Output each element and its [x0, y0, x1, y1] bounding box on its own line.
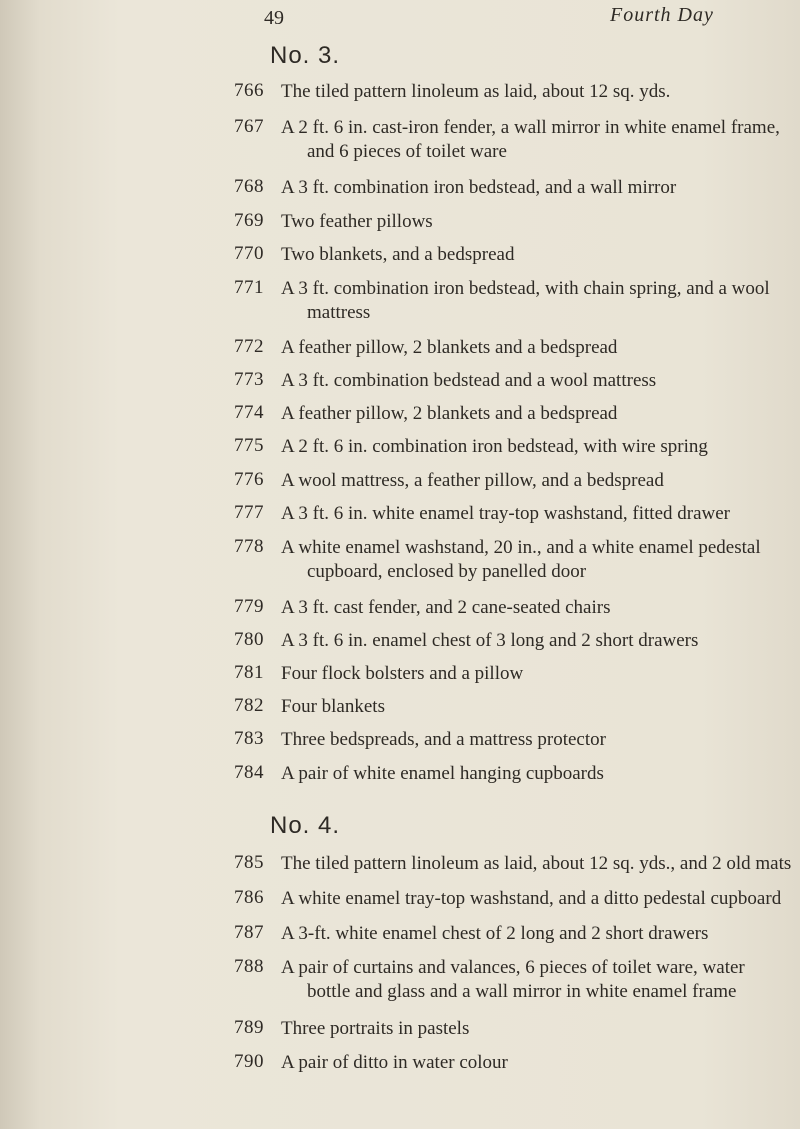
- lot-description: A white enamel washstand, 20 in., and a white enamel pedestal cupboard, enclosed by panelled door: [281, 537, 761, 582]
- lot-number: 766: [234, 80, 264, 101]
- lot-number: 768: [234, 176, 264, 197]
- lot-number: 777: [234, 502, 264, 523]
- lot-description: The tiled pattern linoleum as laid, about 12 sq. yds., and 2 old mats: [281, 853, 792, 874]
- lot-number: 771: [234, 277, 264, 298]
- lot-number: 784: [234, 762, 264, 783]
- lot-description: Two feather pillows: [281, 211, 433, 232]
- lot-description: A 3 ft. 6 in. white enamel tray-top washstand, fitted drawer: [281, 503, 731, 524]
- lot-description: A 3 ft. combination bedstead and a wool mattress: [281, 370, 657, 391]
- lot-number: 790: [234, 1051, 264, 1072]
- lot-number: 785: [234, 852, 264, 873]
- lot-number: 789: [234, 1017, 264, 1038]
- lot-description: A 2 ft. 6 in. combination iron bedstead, with wire spring: [281, 436, 708, 457]
- lot-description: A pair of curtains and valances, 6 pieces of toilet ware, water bottle and glass and a wall mirror in white enamel frame: [281, 957, 745, 1002]
- lot-number: 775: [234, 435, 264, 456]
- lot-number: 781: [234, 662, 264, 683]
- lot-description: Two blankets, and a bedspread: [281, 244, 515, 265]
- lot-number: 770: [234, 243, 264, 264]
- lot-number: 780: [234, 629, 264, 650]
- section-title: No. 4.: [270, 812, 341, 839]
- lot-description: A white enamel tray-top washstand, and a ditto pedestal cupboard: [281, 888, 782, 909]
- lot-description: A 3 ft. cast fender, and 2 cane-seated chairs: [281, 597, 611, 618]
- lot-description: Three bedspreads, and a mattress protector: [281, 729, 606, 750]
- lot-description: Four blankets: [281, 696, 385, 717]
- lot-number: 786: [234, 887, 264, 908]
- lot-number: 773: [234, 369, 264, 390]
- section-title: No. 3.: [270, 42, 341, 69]
- lot-description: A wool mattress, a feather pillow, and a bedspread: [281, 470, 664, 491]
- running-head: Fourth Day: [610, 4, 714, 26]
- lot-description: The tiled pattern linoleum as laid, about 12 sq. yds.: [281, 81, 671, 102]
- lot-description: A pair of white enamel hanging cupboards: [281, 763, 604, 784]
- lot-number: 774: [234, 402, 264, 423]
- lot-number: 779: [234, 596, 264, 617]
- lot-description: A feather pillow, 2 blankets and a bedspread: [281, 337, 618, 358]
- lot-description: A 3 ft. combination iron bedstead, with chain spring, and a wool mattress: [281, 278, 770, 323]
- lot-number: 772: [234, 336, 264, 357]
- lot-description: Three portraits in pastels: [281, 1018, 470, 1039]
- lot-description: A 3 ft. combination iron bedstead, and a wall mirror: [281, 177, 677, 198]
- lot-description: A 3-ft. white enamel chest of 2 long and 2 short drawers: [281, 923, 709, 944]
- lot-number: 769: [234, 210, 264, 231]
- lot-description: A 3 ft. 6 in. enamel chest of 3 long and 2 short drawers: [281, 630, 699, 651]
- lot-description: A 2 ft. 6 in. cast-iron fender, a wall mirror in white enamel frame, and 6 pieces of toilet ware: [281, 117, 780, 162]
- lot-description: A pair of ditto in water colour: [281, 1052, 508, 1073]
- lot-number: 788: [234, 956, 264, 977]
- lot-number: 783: [234, 728, 264, 749]
- lot-number: 782: [234, 695, 264, 716]
- lot-number: 778: [234, 536, 264, 557]
- lot-description: Four flock bolsters and a pillow: [281, 663, 524, 684]
- lot-number: 787: [234, 922, 264, 943]
- lot-number: 767: [234, 116, 264, 137]
- lot-number: 776: [234, 469, 264, 490]
- lot-description: A feather pillow, 2 blankets and a bedspread: [281, 403, 618, 424]
- page-header: [0, 0, 800, 40]
- page-number: 49: [264, 7, 284, 29]
